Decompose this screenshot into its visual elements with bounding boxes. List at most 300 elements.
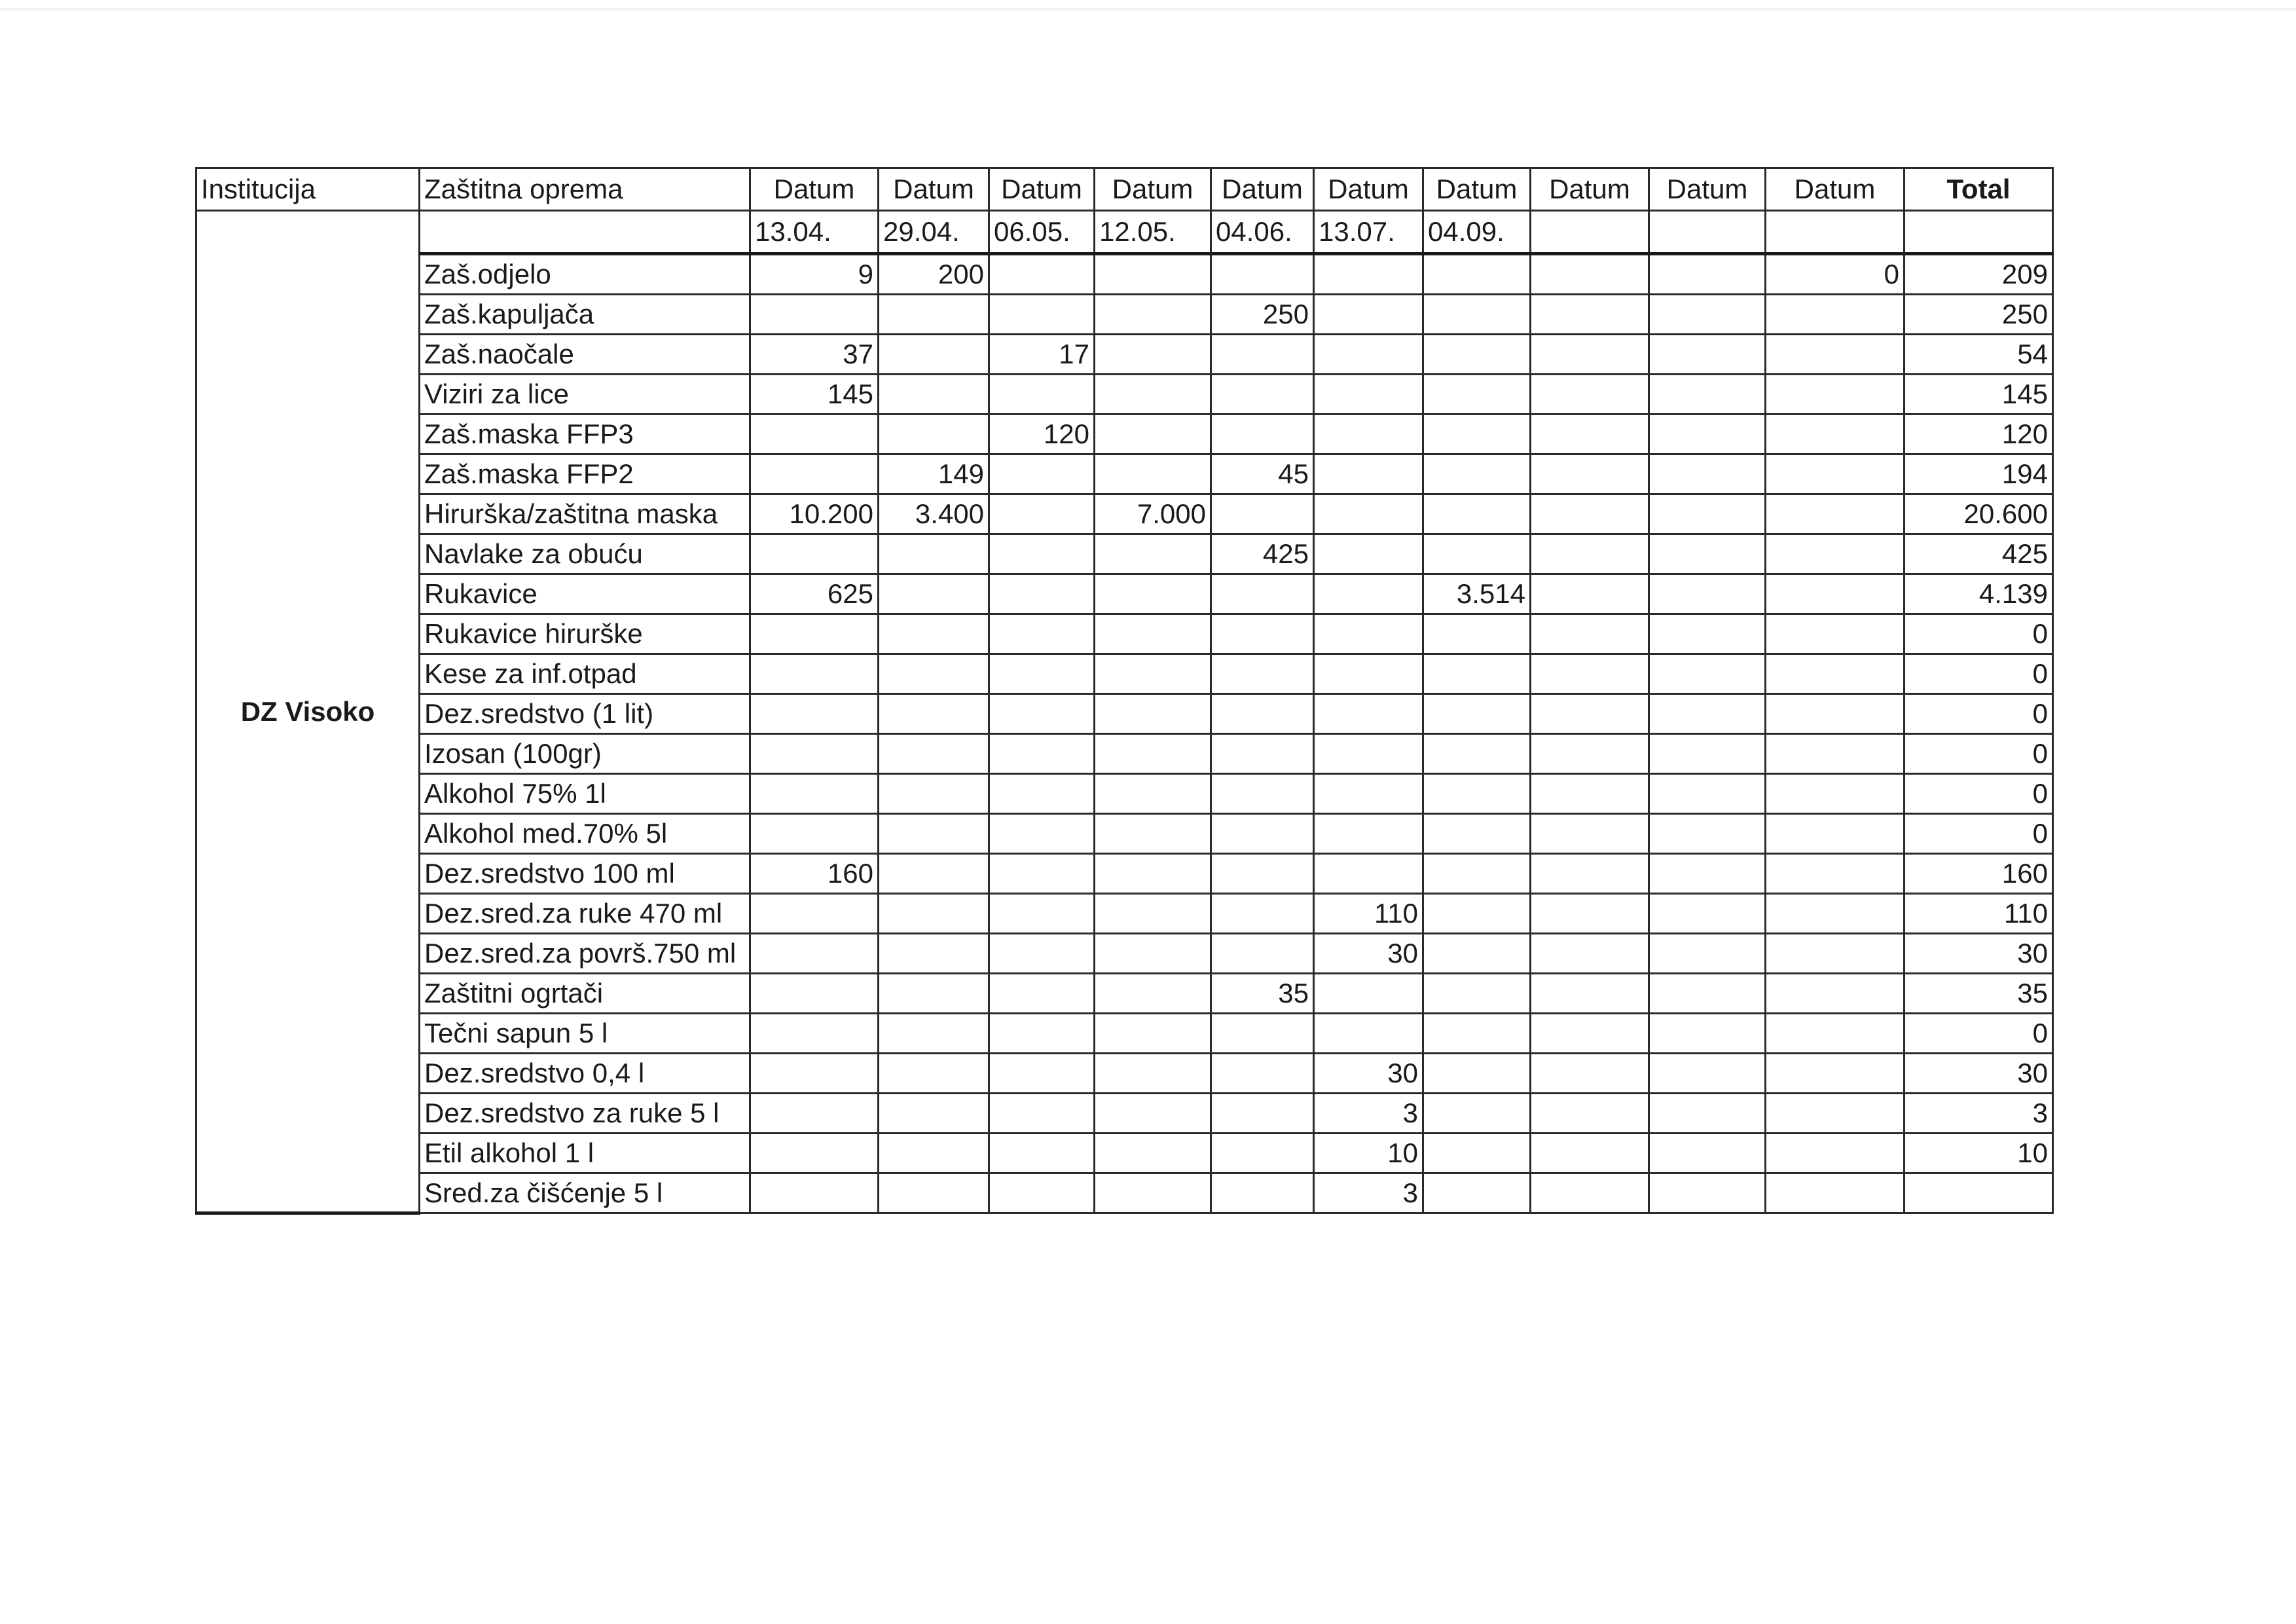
quantity-cell: [989, 1134, 1095, 1173]
total-cell: 30: [1904, 1054, 2053, 1094]
quantity-cell: 3: [1314, 1094, 1423, 1134]
quantity-cell: [989, 654, 1095, 694]
total-cell: 0: [1904, 814, 2053, 854]
quantity-cell: [750, 934, 879, 974]
date-value: [1649, 211, 1766, 254]
quantity-cell: [1649, 774, 1766, 814]
item-name: Rukavice hirurške: [420, 614, 750, 654]
quantity-cell: [1766, 1014, 1904, 1054]
quantity-cell: 0: [1766, 254, 1904, 295]
date-value: 13.07.: [1314, 211, 1423, 254]
date-header: Datum: [750, 168, 879, 211]
item-name: Sred.za čišćenje 5 l: [420, 1173, 750, 1213]
quantity-cell: [1211, 814, 1314, 854]
item-name: Zaš.naočale: [420, 335, 750, 375]
quantity-cell: [989, 375, 1095, 415]
total-cell: 35: [1904, 974, 2053, 1014]
quantity-cell: [1649, 1173, 1766, 1213]
quantity-cell: [750, 454, 879, 494]
date-header: Datum: [1211, 168, 1314, 211]
quantity-cell: [879, 1173, 989, 1213]
date-value: 12.05.: [1095, 211, 1211, 254]
quantity-cell: [1095, 734, 1211, 774]
date-value: 29.04.: [879, 211, 989, 254]
quantity-cell: [1766, 1134, 1904, 1173]
quantity-cell: [989, 974, 1095, 1014]
scan-edge: [0, 8, 2296, 12]
quantity-cell: [989, 1094, 1095, 1134]
quantity-cell: [750, 614, 879, 654]
quantity-cell: [1649, 295, 1766, 335]
item-name: Zaš.odjelo: [420, 254, 750, 295]
quantity-cell: [1095, 454, 1211, 494]
table-row: [196, 335, 2053, 375]
date-header: Datum: [1649, 168, 1766, 211]
quantity-cell: [1766, 1173, 1904, 1213]
quantity-cell: [1766, 694, 1904, 734]
quantity-cell: [1423, 814, 1531, 854]
quantity-cell: [1095, 934, 1211, 974]
quantity-cell: [1095, 1094, 1211, 1134]
table-row: [196, 415, 2053, 454]
total-cell: 0: [1904, 1014, 2053, 1054]
total-cell: 0: [1904, 694, 2053, 734]
quantity-cell: [1211, 1014, 1314, 1054]
total-cell: 20.600: [1904, 494, 2053, 534]
quantity-cell: [1649, 694, 1766, 734]
quantity-cell: [1531, 974, 1649, 1014]
quantity-cell: [1766, 894, 1904, 934]
quantity-cell: [1314, 335, 1423, 375]
quantity-cell: [750, 1054, 879, 1094]
item-name: Zaš.kapuljača: [420, 295, 750, 335]
quantity-cell: [1314, 415, 1423, 454]
total-cell: 250: [1904, 295, 2053, 335]
quantity-cell: [1314, 1014, 1423, 1054]
quantity-cell: [1531, 494, 1649, 534]
table-row: [196, 894, 2053, 934]
quantity-cell: [1211, 1134, 1314, 1173]
quantity-cell: 10: [1314, 1134, 1423, 1173]
quantity-cell: [1095, 335, 1211, 375]
quantity-cell: [1095, 894, 1211, 934]
table-row: [196, 854, 2053, 894]
date-header: Datum: [1531, 168, 1649, 211]
quantity-cell: [1766, 1054, 1904, 1094]
quantity-cell: [1649, 734, 1766, 774]
quantity-cell: [1531, 295, 1649, 335]
quantity-cell: [1095, 854, 1211, 894]
quantity-cell: [1095, 1014, 1211, 1054]
total-cell: 30: [1904, 934, 2053, 974]
date-header: Datum: [1423, 168, 1531, 211]
quantity-cell: [1423, 454, 1531, 494]
quantity-cell: [1095, 574, 1211, 614]
quantity-cell: [879, 894, 989, 934]
quantity-cell: 200: [879, 254, 989, 295]
quantity-cell: [1649, 614, 1766, 654]
quantity-cell: 425: [1211, 534, 1314, 574]
item-name: Zaš.maska FFP2: [420, 454, 750, 494]
quantity-cell: [989, 534, 1095, 574]
date-header: Datum: [989, 168, 1095, 211]
quantity-cell: [1649, 1054, 1766, 1094]
quantity-cell: [1211, 375, 1314, 415]
quantity-cell: [1314, 375, 1423, 415]
equipment-table: [195, 167, 2054, 1215]
quantity-cell: [1531, 454, 1649, 494]
quantity-cell: [1423, 534, 1531, 574]
total-header: Total: [1904, 168, 2053, 211]
table-row: [196, 254, 2053, 295]
quantity-cell: 149: [879, 454, 989, 494]
quantity-cell: [1211, 934, 1314, 974]
total-cell: 3: [1904, 1094, 2053, 1134]
quantity-cell: [989, 614, 1095, 654]
quantity-cell: [1649, 814, 1766, 854]
quantity-cell: 120: [989, 415, 1095, 454]
quantity-cell: [1314, 574, 1423, 614]
quantity-cell: [1423, 494, 1531, 534]
quantity-cell: [989, 854, 1095, 894]
quantity-cell: [750, 1094, 879, 1134]
quantity-cell: [1649, 574, 1766, 614]
quantity-cell: 3.514: [1423, 574, 1531, 614]
quantity-cell: 160: [750, 854, 879, 894]
quantity-cell: [1766, 654, 1904, 694]
quantity-cell: [1423, 854, 1531, 894]
quantity-cell: [1649, 974, 1766, 1014]
quantity-cell: [1211, 574, 1314, 614]
item-name: Alkohol med.70% 5l: [420, 814, 750, 854]
table-row: [196, 494, 2053, 534]
quantity-cell: [1211, 494, 1314, 534]
date-value: 06.05.: [989, 211, 1095, 254]
quantity-cell: [1766, 295, 1904, 335]
date-value: [1766, 211, 1904, 254]
quantity-cell: [1649, 454, 1766, 494]
quantity-cell: [1649, 335, 1766, 375]
item-name: Dez.sredstvo (1 lit): [420, 694, 750, 734]
date-value: 04.09.: [1423, 211, 1531, 254]
quantity-cell: [1095, 295, 1211, 335]
quantity-cell: [1649, 654, 1766, 694]
quantity-cell: 30: [1314, 1054, 1423, 1094]
quantity-cell: [1531, 254, 1649, 295]
dates-row: [196, 211, 2053, 254]
item-name: Dez.sred.za površ.750 ml: [420, 934, 750, 974]
quantity-cell: [879, 854, 989, 894]
quantity-cell: 3: [1314, 1173, 1423, 1213]
quantity-cell: [989, 814, 1095, 854]
quantity-cell: [1314, 734, 1423, 774]
quantity-cell: [1423, 894, 1531, 934]
quantity-cell: [1095, 694, 1211, 734]
quantity-cell: [750, 774, 879, 814]
quantity-cell: [1314, 614, 1423, 654]
quantity-cell: [1649, 1134, 1766, 1173]
quantity-cell: [989, 494, 1095, 534]
quantity-cell: [879, 654, 989, 694]
quantity-cell: [1095, 534, 1211, 574]
quantity-cell: [1211, 1173, 1314, 1213]
quantity-cell: [1531, 654, 1649, 694]
quantity-cell: [989, 734, 1095, 774]
table-row: [196, 734, 2053, 774]
quantity-cell: 7.000: [1095, 494, 1211, 534]
quantity-cell: [879, 614, 989, 654]
item-name: Alkohol 75% 1l: [420, 774, 750, 814]
item-name: Kese za inf.otpad: [420, 654, 750, 694]
table-row: [196, 654, 2053, 694]
quantity-cell: [1095, 1134, 1211, 1173]
quantity-cell: [750, 1173, 879, 1213]
quantity-cell: [750, 415, 879, 454]
quantity-cell: [1211, 254, 1314, 295]
quantity-cell: [1095, 254, 1211, 295]
quantity-cell: 37: [750, 335, 879, 375]
quantity-cell: 145: [750, 375, 879, 415]
quantity-cell: 3.400: [879, 494, 989, 534]
quantity-cell: [1423, 774, 1531, 814]
quantity-cell: [1211, 894, 1314, 934]
quantity-cell: [1423, 1173, 1531, 1213]
table-row: [196, 1014, 2053, 1054]
quantity-cell: [879, 415, 989, 454]
quantity-cell: [989, 295, 1095, 335]
date-value: 04.06.: [1211, 211, 1314, 254]
table-row: [196, 974, 2053, 1014]
quantity-cell: [1531, 415, 1649, 454]
quantity-cell: [1649, 254, 1766, 295]
quantity-cell: [1531, 1134, 1649, 1173]
quantity-cell: [1423, 974, 1531, 1014]
quantity-cell: [989, 934, 1095, 974]
quantity-cell: [1095, 1173, 1211, 1213]
table-row: [196, 1134, 2053, 1173]
quantity-cell: 625: [750, 574, 879, 614]
quantity-cell: [1531, 1054, 1649, 1094]
total-cell: 110: [1904, 894, 2053, 934]
date-value: [1531, 211, 1649, 254]
date-header: Datum: [1095, 168, 1211, 211]
quantity-cell: [750, 894, 879, 934]
institution-name: DZ Visoko: [196, 211, 420, 1213]
equipment-blank-cell: [420, 211, 750, 254]
quantity-cell: [1423, 415, 1531, 454]
quantity-cell: 250: [1211, 295, 1314, 335]
quantity-cell: [1095, 974, 1211, 1014]
quantity-cell: [750, 974, 879, 1014]
quantity-cell: [1423, 254, 1531, 295]
quantity-cell: [1531, 774, 1649, 814]
quantity-cell: [1314, 654, 1423, 694]
table-row: [196, 1094, 2053, 1134]
total-cell: 194: [1904, 454, 2053, 494]
total-cell: [1904, 1173, 2053, 1213]
date-value: 13.04.: [750, 211, 879, 254]
table-row: [196, 694, 2053, 734]
quantity-cell: [1649, 415, 1766, 454]
quantity-cell: [989, 774, 1095, 814]
quantity-cell: [1649, 1094, 1766, 1134]
table-row: [196, 574, 2053, 614]
date-header: Datum: [1314, 168, 1423, 211]
table-row: [196, 814, 2053, 854]
quantity-cell: [1211, 774, 1314, 814]
total-blank-cell: [1904, 211, 2053, 254]
quantity-cell: [879, 1054, 989, 1094]
quantity-cell: [879, 534, 989, 574]
quantity-cell: [879, 814, 989, 854]
total-cell: 425: [1904, 534, 2053, 574]
table-row: [196, 454, 2053, 494]
quantity-cell: [1314, 854, 1423, 894]
institution-header: Institucija: [196, 168, 420, 211]
quantity-cell: [1649, 494, 1766, 534]
quantity-cell: [1314, 254, 1423, 295]
quantity-cell: [1423, 335, 1531, 375]
quantity-cell: [1531, 934, 1649, 974]
quantity-cell: [1423, 1054, 1531, 1094]
item-name: Viziri za lice: [420, 375, 750, 415]
item-name: Dez.sredstvo 100 ml: [420, 854, 750, 894]
quantity-cell: 45: [1211, 454, 1314, 494]
quantity-cell: [1766, 734, 1904, 774]
quantity-cell: [1766, 614, 1904, 654]
table-row: [196, 774, 2053, 814]
total-cell: 209: [1904, 254, 2053, 295]
quantity-cell: [1211, 335, 1314, 375]
quantity-cell: [1211, 1094, 1314, 1134]
quantity-cell: [1766, 415, 1904, 454]
quantity-cell: [989, 454, 1095, 494]
quantity-cell: [1211, 734, 1314, 774]
quantity-cell: [1211, 415, 1314, 454]
quantity-cell: [879, 295, 989, 335]
quantity-cell: [1531, 1094, 1649, 1134]
quantity-cell: [879, 694, 989, 734]
quantity-cell: [1531, 614, 1649, 654]
quantity-cell: [1531, 734, 1649, 774]
item-name: Tečni sapun 5 l: [420, 1014, 750, 1054]
table-row: [196, 1054, 2053, 1094]
quantity-cell: [1314, 494, 1423, 534]
quantity-cell: [1211, 1054, 1314, 1094]
quantity-cell: [1423, 694, 1531, 734]
quantity-cell: [750, 295, 879, 335]
quantity-cell: [1766, 534, 1904, 574]
quantity-cell: [1423, 934, 1531, 974]
quantity-cell: [1649, 534, 1766, 574]
quantity-cell: [1766, 814, 1904, 854]
quantity-cell: [1095, 774, 1211, 814]
quantity-cell: [1766, 375, 1904, 415]
total-cell: 54: [1904, 335, 2053, 375]
quantity-cell: [1649, 854, 1766, 894]
equipment-header: Zaštitna oprema: [420, 168, 750, 211]
quantity-cell: [750, 654, 879, 694]
quantity-cell: [1766, 854, 1904, 894]
table-row: [196, 375, 2053, 415]
quantity-cell: [1423, 734, 1531, 774]
quantity-cell: [1766, 774, 1904, 814]
quantity-cell: [1211, 854, 1314, 894]
quantity-cell: [1314, 814, 1423, 854]
quantity-cell: [1423, 1014, 1531, 1054]
quantity-cell: [1423, 1134, 1531, 1173]
quantity-cell: [1095, 654, 1211, 694]
quantity-cell: [1314, 694, 1423, 734]
quantity-cell: [989, 1054, 1095, 1094]
quantity-cell: [1649, 894, 1766, 934]
quantity-cell: [879, 375, 989, 415]
quantity-cell: [1095, 415, 1211, 454]
quantity-cell: [1095, 614, 1211, 654]
quantity-cell: [750, 534, 879, 574]
quantity-cell: [750, 694, 879, 734]
item-name: Dez.sredstvo 0,4 l: [420, 1054, 750, 1094]
quantity-cell: [879, 934, 989, 974]
total-cell: 0: [1904, 774, 2053, 814]
quantity-cell: [1649, 934, 1766, 974]
quantity-cell: [1531, 335, 1649, 375]
quantity-cell: [1423, 1094, 1531, 1134]
header-row: [196, 168, 2053, 211]
quantity-cell: [879, 335, 989, 375]
quantity-cell: [1649, 1014, 1766, 1054]
quantity-cell: [1095, 375, 1211, 415]
quantity-cell: 9: [750, 254, 879, 295]
table-row: [196, 534, 2053, 574]
quantity-cell: 35: [1211, 974, 1314, 1014]
quantity-cell: [989, 1173, 1095, 1213]
item-name: Zaš.maska FFP3: [420, 415, 750, 454]
quantity-cell: [989, 894, 1095, 934]
quantity-cell: [989, 254, 1095, 295]
quantity-cell: 30: [1314, 934, 1423, 974]
total-cell: 160: [1904, 854, 2053, 894]
quantity-cell: [879, 1094, 989, 1134]
quantity-cell: [1314, 454, 1423, 494]
quantity-cell: [1531, 814, 1649, 854]
date-header: Datum: [1766, 168, 1904, 211]
quantity-cell: [1314, 974, 1423, 1014]
item-name: Etil alkohol 1 l: [420, 1134, 750, 1173]
quantity-cell: [1423, 614, 1531, 654]
quantity-cell: [879, 774, 989, 814]
quantity-cell: [1649, 375, 1766, 415]
quantity-cell: [750, 1134, 879, 1173]
quantity-cell: [1531, 1014, 1649, 1054]
item-name: Dez.sred.za ruke 470 ml: [420, 894, 750, 934]
quantity-cell: [1531, 694, 1649, 734]
item-name: Navlake za obuću: [420, 534, 750, 574]
quantity-cell: [989, 1014, 1095, 1054]
quantity-cell: [989, 574, 1095, 614]
quantity-cell: [1531, 854, 1649, 894]
item-name: Rukavice: [420, 574, 750, 614]
quantity-cell: [879, 1014, 989, 1054]
total-cell: 10: [1904, 1134, 2053, 1173]
quantity-cell: [1766, 934, 1904, 974]
item-name: Dez.sredstvo za ruke 5 l: [420, 1094, 750, 1134]
quantity-cell: [1766, 1094, 1904, 1134]
quantity-cell: [1531, 534, 1649, 574]
table-row: [196, 614, 2053, 654]
quantity-cell: [1766, 574, 1904, 614]
quantity-cell: [1423, 295, 1531, 335]
